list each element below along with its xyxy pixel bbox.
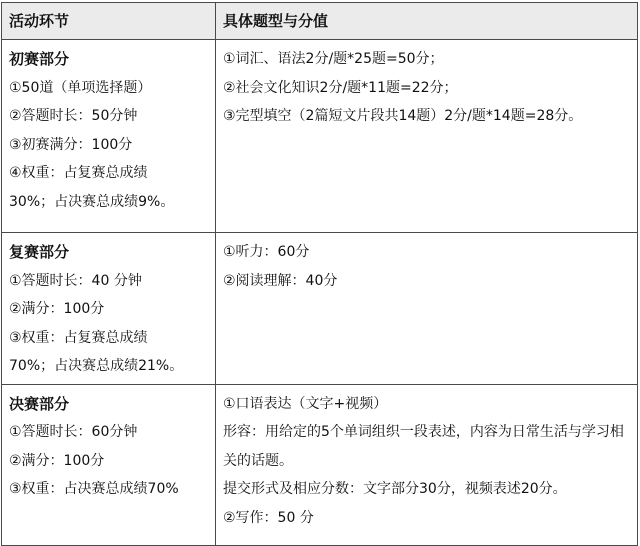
preliminary-stage-cell <box>2 40 216 233</box>
list-item: ①答题时长：60分钟 <box>9 424 138 440</box>
table-row-semifinal <box>2 233 638 385</box>
section-title: 初赛部分 <box>9 50 70 68</box>
list-item: ③完型填空（2篇短文片段共14题）2分/题*14题=28分。 <box>223 108 583 124</box>
list-item: ①口语表达（文字+视频） <box>223 395 388 412</box>
final-stage-cell <box>2 384 216 545</box>
section-title: 复赛部分 <box>9 243 70 261</box>
list-item: ①50道（单项选择题） <box>9 79 152 96</box>
header-question-types-scores: 具体题型与分值 <box>216 3 638 40</box>
semifinal-stage-cell <box>2 233 216 385</box>
list-item: ③权重：占复赛总成绩 <box>9 329 148 346</box>
table-row-preliminary <box>2 40 638 233</box>
list-item: ②满分：100分 <box>9 452 105 469</box>
semifinal-scores-cell <box>216 233 638 385</box>
header-activity-stage: 活动环节 <box>2 3 216 40</box>
list-item: ③初赛满分：100分 <box>9 136 133 153</box>
list-item: ②答题时长：50分钟 <box>9 108 138 124</box>
section-title: 决赛部分 <box>9 394 70 413</box>
list-item: 70%；占决赛总成绩21%。 <box>9 358 184 374</box>
list-item: ④权重：占复赛总成绩 <box>9 165 148 181</box>
final-scores-cell <box>216 384 638 545</box>
list-item: 30%；占决赛总成绩9%。 <box>9 193 175 210</box>
list-item: ②写作：50 分 <box>223 509 314 526</box>
list-item: ②社会文化知识2分/题*11题=22分； <box>223 79 458 96</box>
list-item: 提交形式及相应分数：文字部分30分，视频表述20分。 <box>223 481 567 497</box>
list-item: ③权重：占决赛总成绩70% <box>9 481 179 497</box>
list-item: 形容：用给定的5个单词组织一段表述，内容为日常生活与学习相关的话题。 <box>223 424 624 469</box>
header-row <box>2 3 638 40</box>
table-row-final <box>2 384 638 545</box>
competition-table <box>1 2 638 546</box>
list-item: ②阅读理解：40分 <box>223 272 338 289</box>
preliminary-scores-cell <box>216 40 638 233</box>
list-item: ①答题时长：40 分钟 <box>9 272 142 289</box>
list-item: ①听力：60分 <box>223 244 310 260</box>
list-item: ①词汇、语法2分/题*25题=50分； <box>223 51 444 67</box>
list-item: ②满分：100分 <box>9 301 105 317</box>
